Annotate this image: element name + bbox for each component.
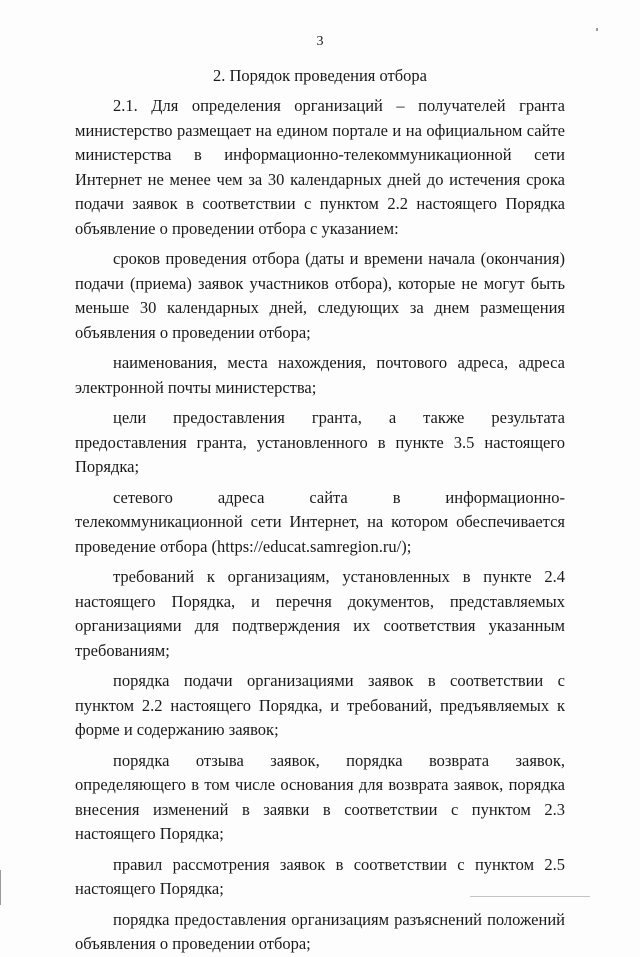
paragraph-website: сетевого адреса сайта в информационно-телекоммуникационной сети Интернет, на котором обеспечивается проведение отбора (https://educat.samregion.ru/); — [75, 487, 565, 556]
scan-artifact-bottom-right — [470, 896, 590, 897]
scan-artifact-dot — [596, 28, 598, 31]
section-title: 2. Порядок проведения отбора — [213, 66, 427, 85]
paragraph-deadlines: сроков проведения отбора (даты и времени начала (окончания) подачи (приема) заявок участников отбора), которые не могут быть меньше 30 календарных дней, следующих за днем размещения объявления о проведении отбора; — [75, 249, 565, 342]
page-number: 3 — [316, 34, 324, 49]
paragraph-withdrawal-order: порядка отзыва заявок, порядка возврата заявок, определяющего в том числе основания для возврата заявок, порядка внесения изменений в заявки в соответствии с пунктом 2.3 настоящего Порядка; — [75, 750, 565, 843]
scan-artifact-left-edge — [0, 870, 1, 905]
paragraph-2-1: 2.1. Для определения организаций – получателей гранта министерство размещает на едином портале и на официальном сайте министерства в информационно-телекоммуникационной сети Интернет не менее чем за 30 календарных дней до истечения срока подачи заявок в соответствии с пунктом 2.2 настоящего Порядка объявление о проведении отбора с указанием: — [75, 96, 565, 238]
document-body — [75, 94, 565, 957]
paragraph-review-rules: правил рассмотрения заявок в соответствии с пунктом 2.5 настоящего Порядка; — [75, 854, 565, 898]
paragraph-ministry-address: наименования, места нахождения, почтового адреса, адреса электронной почты министерства; — [75, 353, 565, 397]
paragraph-grant-goals: цели предоставления гранта, а также результата предоставления гранта, установленного в пункте 3.5 настоящего Порядка; — [75, 408, 565, 476]
paragraph-clarifications: порядка предоставления организациям разъяснений положений объявления о проведении отбора; — [75, 909, 565, 953]
paragraph-requirements: требований к организациям, установленных в пункте 2.4 настоящего Порядка, и перечня документов, представляемых организациями для подтверждения их соответствия указанным требованиям; — [75, 567, 565, 660]
paragraph-submission-order: порядка подачи организациями заявок в соответствии с пунктом 2.2 настоящего Порядка, и требований, предъявляемых к форме и содержанию заявок; — [75, 671, 565, 739]
